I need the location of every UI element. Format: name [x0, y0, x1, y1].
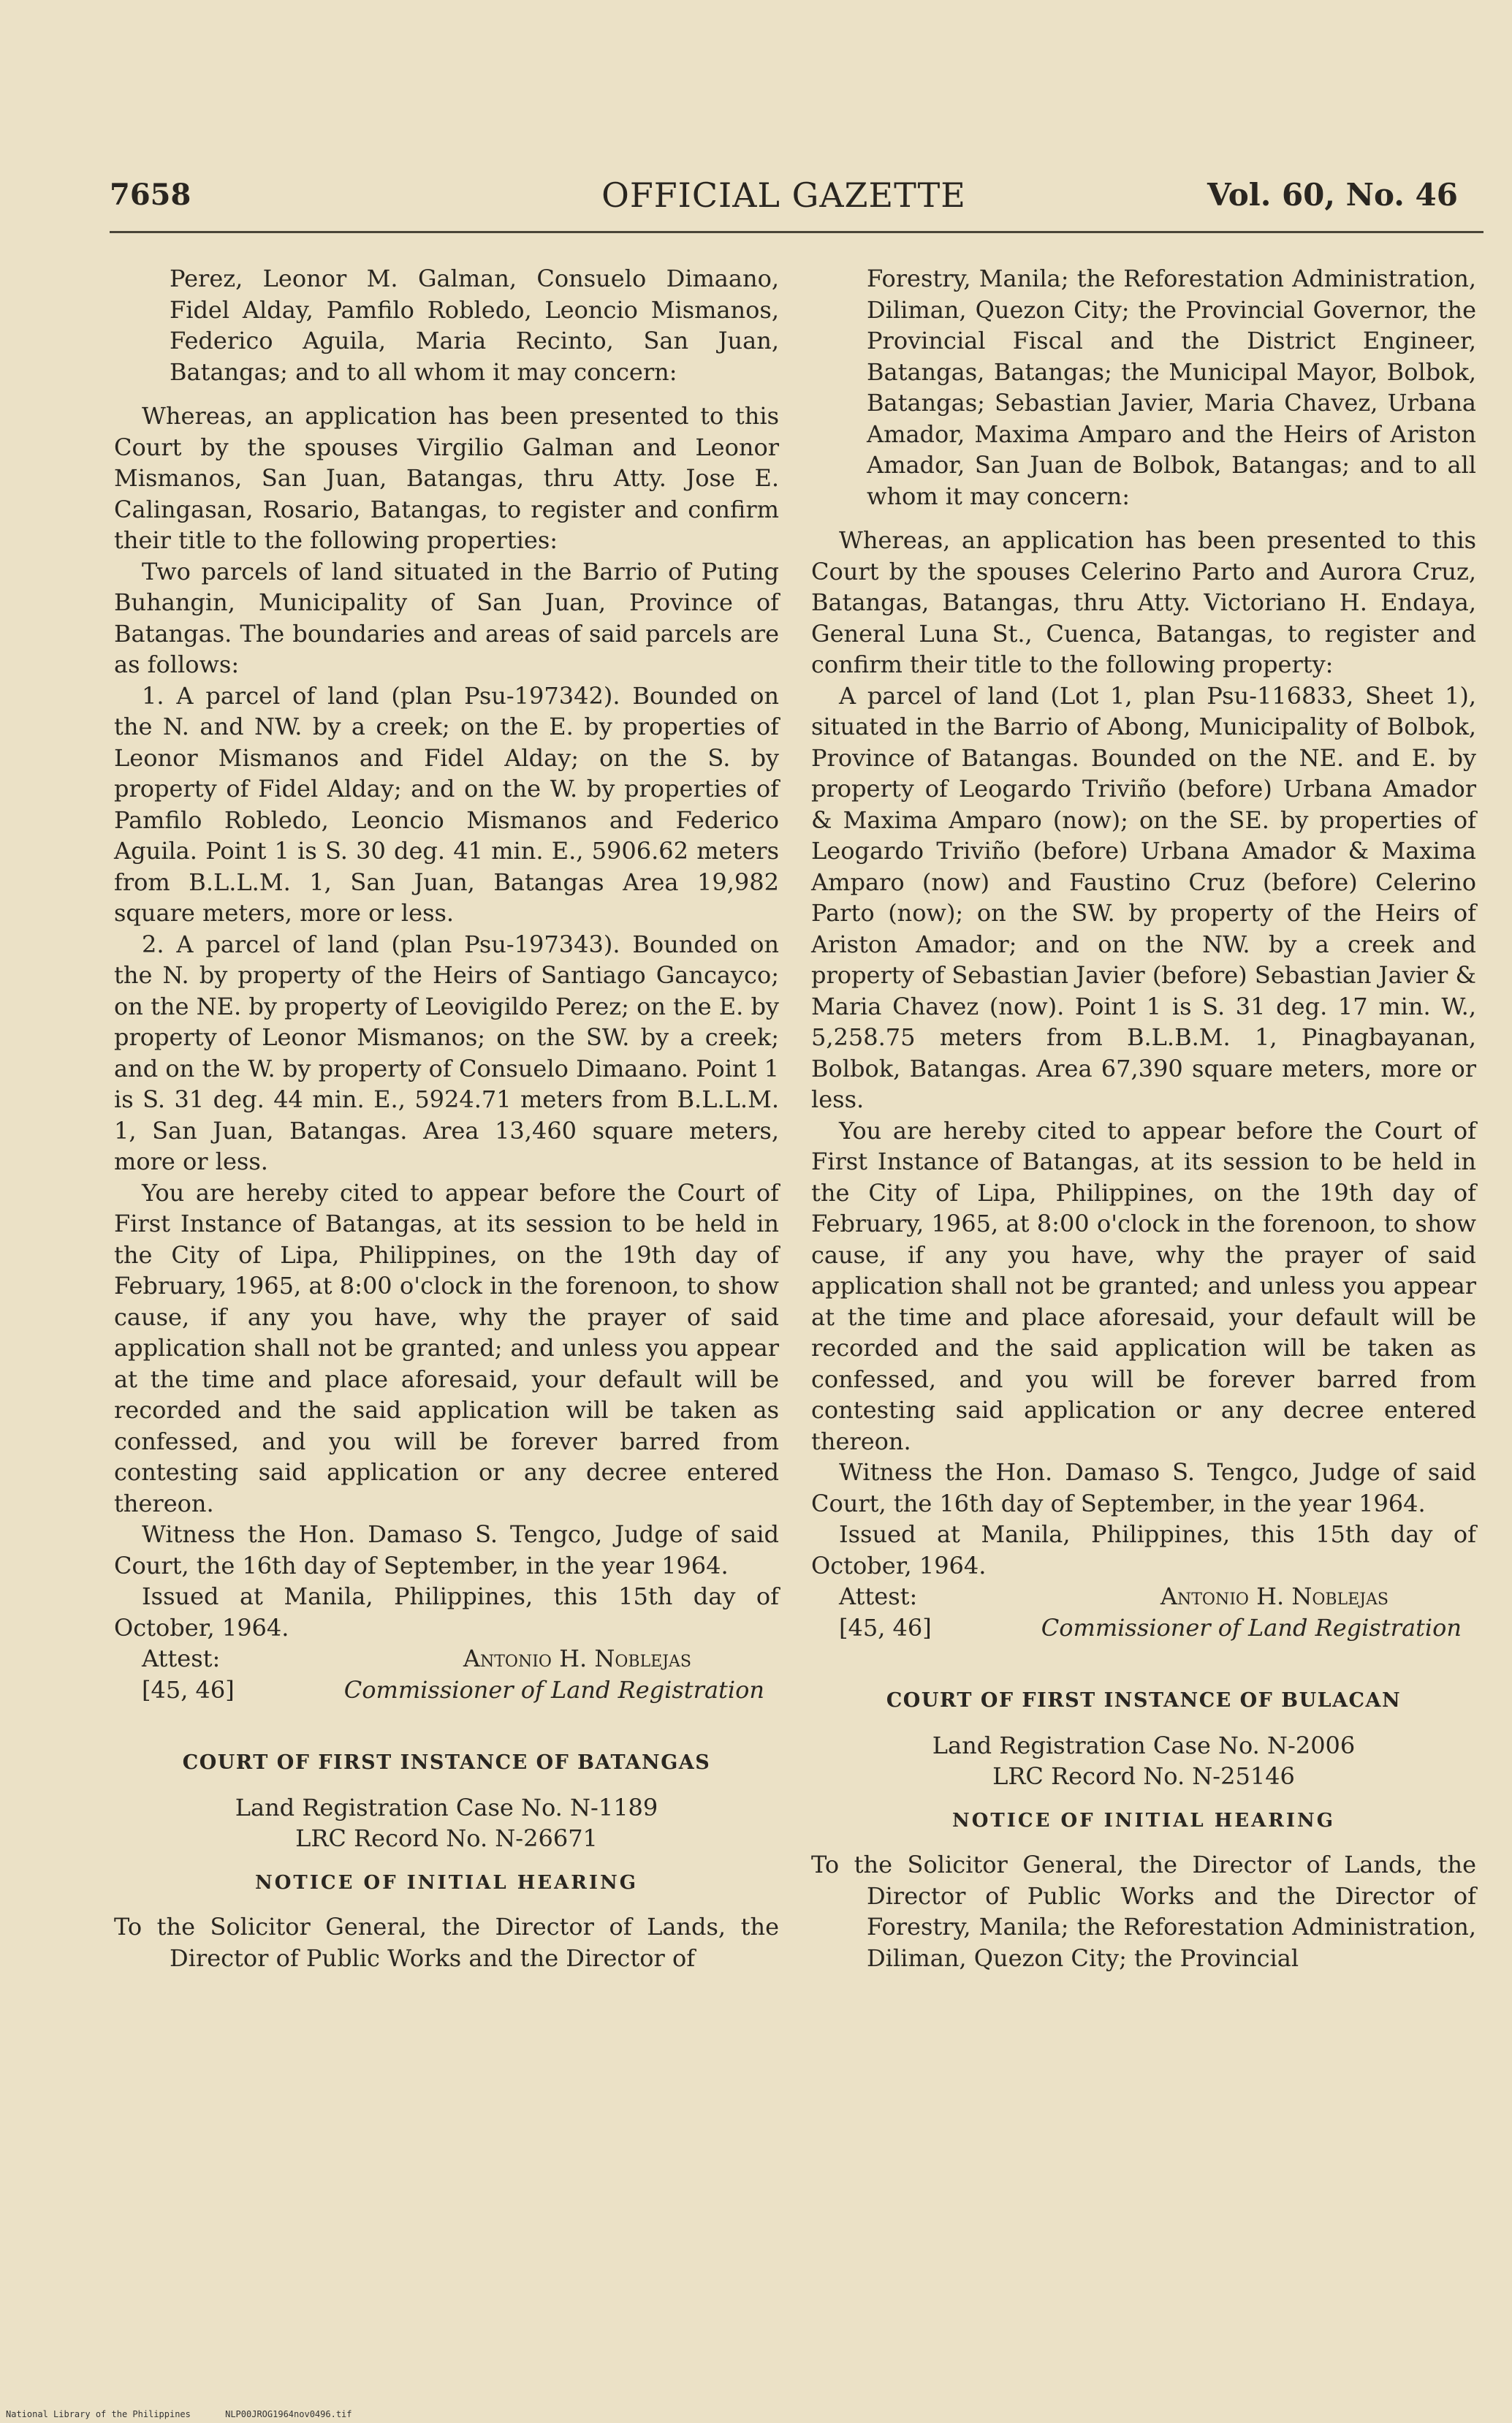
- parcel-2: 2. A parcel of land (plan Psu-197343). Bounded on the N. by property of the Heirs of Santiago Gancayco; on the NE. by property of Leovigildo Perez; on the E. by property of Leonor Mismanos; on the SW. by a creek; and on the W. by property of Consuelo Dimaano. Point 1 is S. 31 deg. 44 min. E., 5924.71 meters from B.L.L.M. 1, San Juan, Batangas. Area 13,460 square meters, more or less.: [114, 930, 779, 1175]
- header-rule: [110, 231, 1483, 233]
- commissioner-name: Antonio H. Noblejas: [463, 1645, 691, 1672]
- commissioner-title: Commissioner of Land Registration: [343, 1675, 764, 1704]
- scan-filename: NLP00JROG1964nov0496.tif: [225, 2409, 352, 2419]
- lrc-record: LRC Record No. N-25146: [992, 1762, 1295, 1790]
- witness-paragraph: Witness the Hon. Damaso S. Tengco, Judge of said Court, the 16th day of September, in the year 1964.: [114, 1520, 779, 1580]
- issued-paragraph: Issued at Manila, Philippines, this 15th day of October, 1964.: [811, 1520, 1476, 1580]
- whereas-paragraph: Whereas, an application has been presented to this Court by the spouses Celerino Parto and Aurora Cruz, Batangas, Batangas, thru Atty. Victoriano H. Endaya, General Luna St., Cuenca, Batangas, to register and confirm their title to the following property:: [811, 526, 1476, 678]
- lrc-record: LRC Record No. N-26671: [295, 1824, 598, 1852]
- addressees-continued: Perez, Leonor M. Galman, Consuelo Dimaano, Fidel Alday, Pamfilo Robledo, Leoncio Mismanos, Federico Aguila, Maria Recinto, San Juan, Batangas; and to all whom it may concern:: [170, 265, 779, 386]
- issued-paragraph: Issued at Manila, Philippines, this 15th day of October, 1964.: [114, 1582, 779, 1642]
- addressees: To the Solicitor General, the Director of Lands, the Director of Public Works and the Director of Forestry, Manila; the Reforestation Administration, Diliman, Quezon City; the Provincial: [811, 1851, 1476, 1972]
- page-number: 7658: [110, 178, 191, 212]
- attestation: [811, 1581, 1476, 1612]
- left-column: [114, 263, 779, 1973]
- addressees: To the Solicitor General, the Director of Lands, the Director of Public Works and the Director of: [114, 1913, 779, 1972]
- volume-number: Vol. 60, No. 46: [1207, 177, 1458, 213]
- right-column: [811, 263, 1476, 1973]
- commissioner-title: Commissioner of Land Registration: [1041, 1613, 1462, 1642]
- case-number: Land Registration Case No. N-2006: [932, 1731, 1356, 1759]
- court-heading: COURT OF FIRST INSTANCE OF BATANGAS: [182, 1751, 711, 1774]
- attestation-title-line: [114, 1675, 779, 1706]
- scan-footer: [6, 2409, 381, 2419]
- attest-label: Attest:: [839, 1582, 918, 1610]
- attestation-title-line: [811, 1612, 1476, 1644]
- whereas-paragraph: Whereas, an application has been presented to this Court by the spouses Virgilio Galman and Leonor Mismanos, San Juan, Batangas, thru Atty. Jose E. Calingasan, Rosario, Batangas, to register and confirm their title to the following properties:: [114, 402, 779, 554]
- issue-reference: [45, 46]: [839, 1613, 932, 1642]
- court-heading: COURT OF FIRST INSTANCE OF BULACAN: [886, 1689, 1402, 1712]
- citation-paragraph: You are hereby cited to appear before the Court of First Instance of Batangas, at its session to be held in the City of Lipa, Philippines, on the 19th day of February, 1965, at 8:00 o'clock in the forenoon, to show cause, if any you have, why the prayer of said application shall not be granted; and unless you appear at the time and place aforesaid, your default will be recorded and the said application will be taken as confessed, and you will be forever barred from contesting said application or any decree entered thereon.: [811, 1116, 1476, 1455]
- witness-paragraph: Witness the Hon. Damaso S. Tengco, Judge of said Court, the 16th day of September, in the year 1964.: [811, 1458, 1476, 1517]
- commissioner-name: Antonio H. Noblejas: [1160, 1582, 1388, 1610]
- parcel-description: A parcel of land (Lot 1, plan Psu-116833, Sheet 1), situated in the Barrio of Abong, Municipality of Bolbok, Province of Batangas. Bounded on the NE. and E. by property of Leogardo Triviño (before) Urbana Amador & Maxima Amparo (now); on the SE. by properties of Leogardo Triviño (before) Urbana Amador & Maxima Amparo (now) and Faustino Cruz (before) Celerino Parto (now); on the SW. by property of the Heirs of Ariston Amador; and on the NW. by a creek and property of Sebastian Javier (before) Sebastian Javier & Maria Chavez (now). Point 1 is S. 31 deg. 17 min. W., 5,258.75 meters from B.L.B.M. 1, Pinagbayanan, Bolbok, Batangas. Area 67,390 square meters, more or less.: [811, 681, 1476, 1113]
- parcel-1: 1. A parcel of land (plan Psu-197342). Bounded on the N. and NW. by a creek; on the E. by properties of Leonor Mismanos and Fidel Alday; on the S. by property of Fidel Alday; and on the W. by properties of Pamfilo Robledo, Leoncio Mismanos and Federico Aguila. Point 1 is S. 30 deg. 41 min. E., 5906.62 meters from B.L.L.M. 1, San Juan, Batangas Area 19,982 square meters, more or less.: [114, 681, 779, 927]
- attest-label: Attest:: [142, 1645, 221, 1672]
- issue-reference: [45, 46]: [142, 1675, 235, 1704]
- page-header: [110, 170, 1458, 221]
- addressees-continued: Forestry, Manila; the Reforestation Administration, Diliman, Quezon City; the Provincial Governor, the Provincial Fiscal and the District Engineer, Batangas, Batangas; the Municipal Mayor, Bolbok, Batangas; Sebastian Javier, Maria Chavez, Urbana Amador, Maxima Amparo and the Heirs of Ariston Amador, San Juan de Bolbok, Batangas; and to all whom it may concern:: [867, 265, 1476, 510]
- citation-paragraph: You are hereby cited to appear before the Court of First Instance of Batangas, at its session to be held in the City of Lipa, Philippines, on the 19th day of February, 1965, at 8:00 o'clock in the forenoon, to show cause, if any you have, why the prayer of said application shall not be granted; and unless you appear at the time and place aforesaid, your default will be recorded and the said application will be taken as confessed, and you will be forever barred from contesting said application or any decree entered thereon.: [114, 1178, 779, 1517]
- attestation: [114, 1643, 779, 1675]
- gazette-title: OFFICIAL GAZETTE: [601, 175, 966, 215]
- parcels-intro: Two parcels of land situated in the Barrio of Puting Buhangin, Municipality of San Juan, Province of Batangas. The boundaries and areas of said parcels are as follows:: [114, 557, 779, 678]
- library-credit: National Library of the Philippines: [6, 2409, 191, 2419]
- notice-heading: NOTICE OF INITIAL HEARING: [254, 1871, 639, 1894]
- case-number: Land Registration Case No. N-1189: [235, 1793, 658, 1821]
- notice-heading: NOTICE OF INITIAL HEARING: [951, 1809, 1336, 1832]
